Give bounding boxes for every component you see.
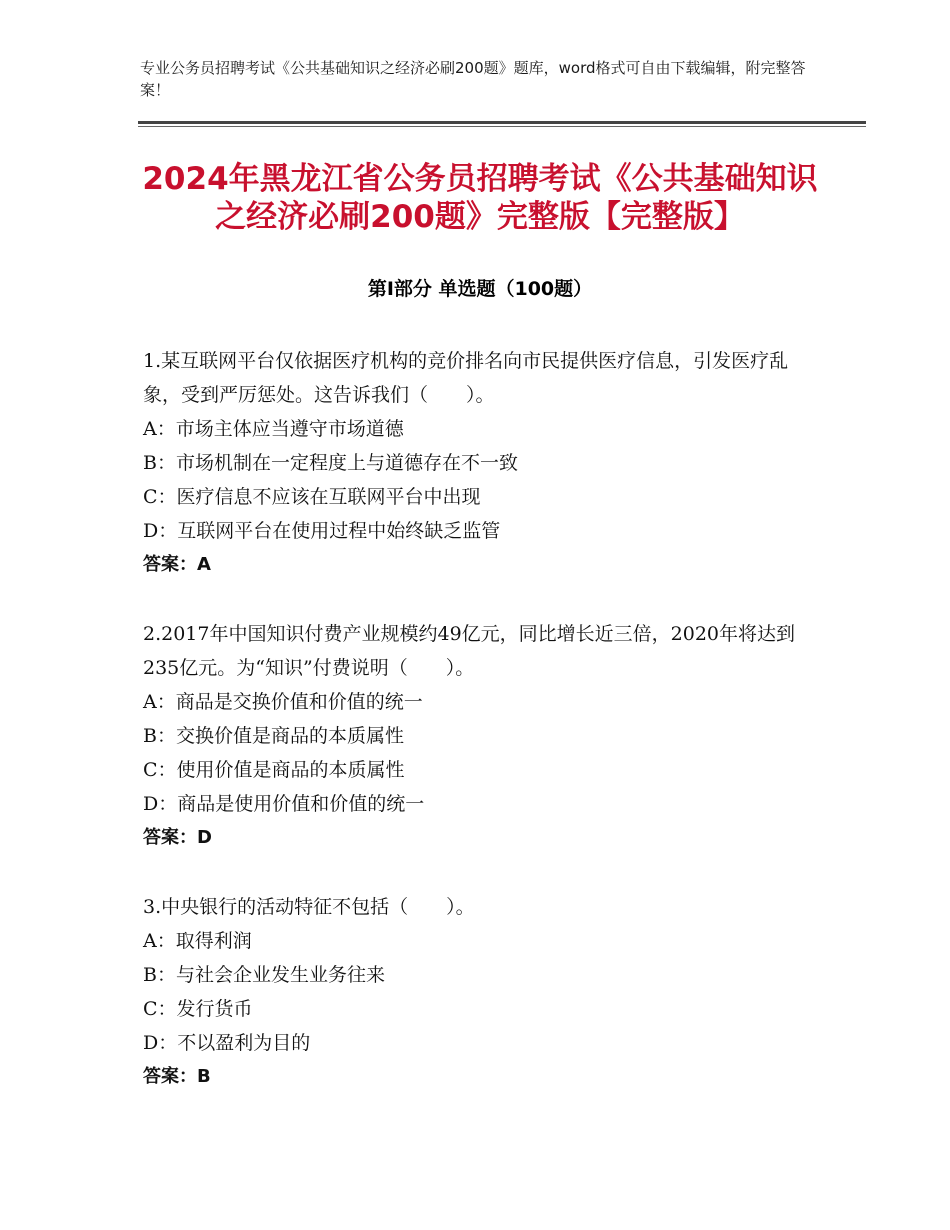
question-3 — [143, 890, 823, 1094]
question-stem: 2.2017年中国知识付费产业规模约49亿元，同比增长近三倍，2020年将达到235亿元。为“知识”付费说明（ ）。 — [143, 623, 796, 679]
answer: 答案：D — [143, 827, 212, 848]
header-rule-thin — [138, 126, 866, 127]
option-a: A：市场主体应当遵守市场道德 — [143, 418, 404, 440]
header-rule-thick — [138, 121, 866, 124]
option-a: A：商品是交换价值和价值的统一 — [143, 691, 423, 713]
question-stem: 1.某互联网平台仅依据医疗机构的竞价排名向市民提供医疗信息，引发医疗乱象，受到严厉惩处。这告诉我们（ ）。 — [143, 350, 789, 406]
option-a: A：取得利润 — [143, 930, 252, 952]
question-1 — [143, 344, 823, 582]
header-note: 专业公务员招聘考试《公共基础知识之经济必刷200题》题库，word格式可自由下载编辑，附完整答案！ — [140, 59, 806, 99]
document-title: 2024年黑龙江省公务员招聘考试《公共基础知识之经济必刷200题》完整版【完整版】 — [142, 161, 818, 235]
option-b: B：交换价值是商品的本质属性 — [143, 725, 404, 747]
question-list — [143, 344, 823, 1129]
option-c: C：医疗信息不应该在互联网平台中出现 — [143, 486, 481, 508]
option-b: B：与社会企业发生业务往来 — [143, 964, 385, 986]
answer: 答案：B — [143, 1066, 211, 1087]
question-2 — [143, 617, 823, 855]
answer: 答案：A — [143, 554, 211, 575]
option-c: C：使用价值是商品的本质属性 — [143, 759, 405, 781]
option-d: D：不以盈利为目的 — [143, 1032, 311, 1054]
option-c: C：发行货币 — [143, 998, 253, 1020]
question-stem: 3.中央银行的活动特征不包括（ ）。 — [143, 896, 475, 918]
option-d: D：互联网平台在使用过程中始终缺乏监管 — [143, 520, 501, 542]
option-b: B：市场机制在一定程度上与道德存在不一致 — [143, 452, 518, 474]
option-d: D：商品是使用价值和价值的统一 — [143, 793, 425, 815]
section-title: 第Ⅰ部分 单选题（100题） — [367, 278, 593, 300]
